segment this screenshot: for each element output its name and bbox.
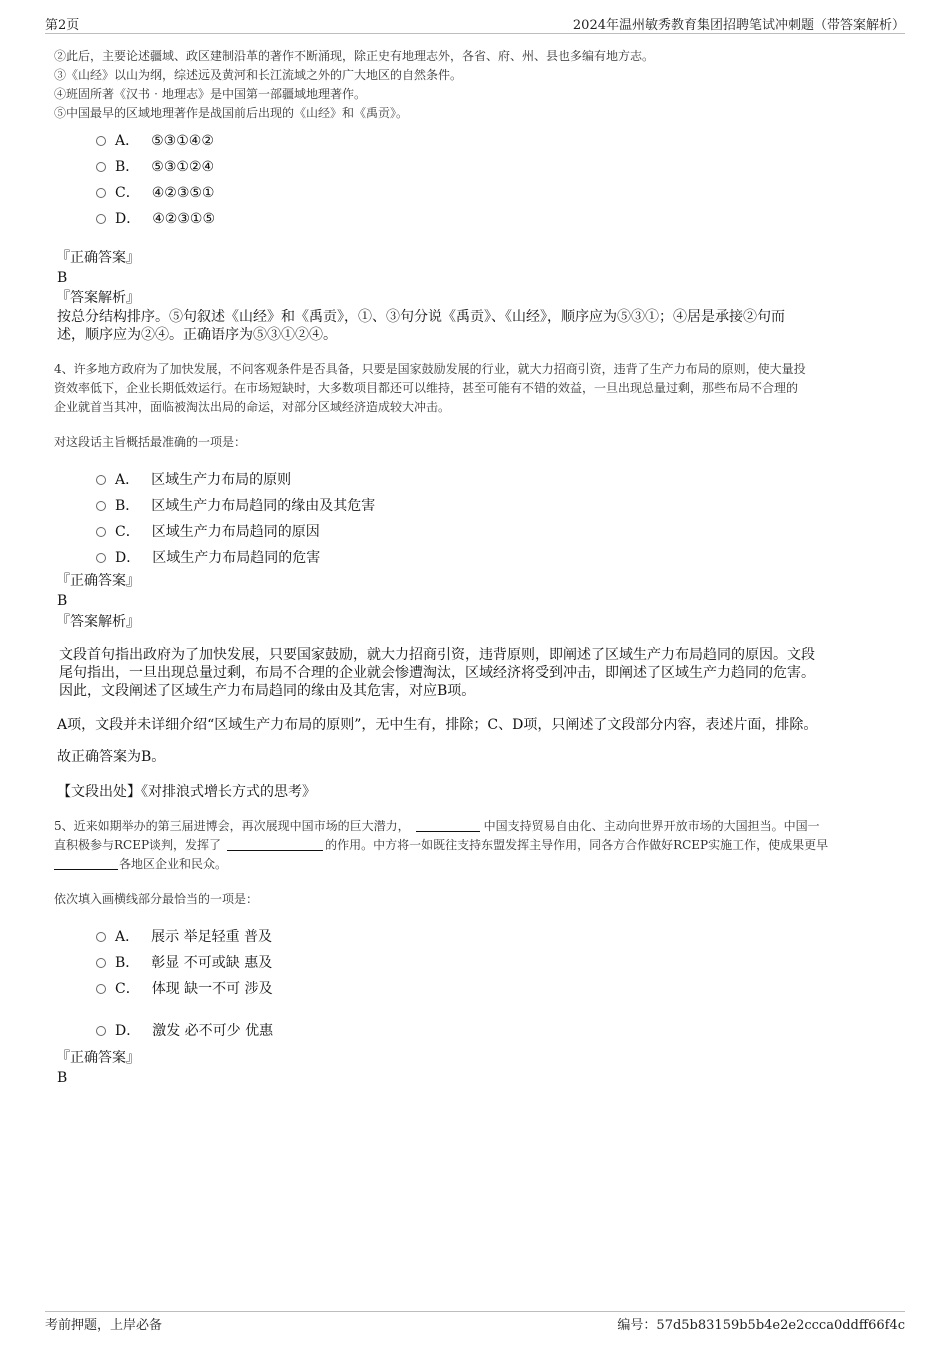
q4-analysis-label: 『答案解析』 bbox=[56, 614, 140, 630]
page-number: 第2页 bbox=[45, 18, 80, 33]
q4-answer: B bbox=[57, 593, 68, 609]
q4-analysis-paragraph-3: 故正确答案为B。 bbox=[57, 749, 166, 765]
q4-answer-label: 『正确答案』 bbox=[56, 573, 140, 589]
q5-option-b[interactable]: B． 彰显 不可或缺 惠及 bbox=[96, 952, 272, 972]
q4-source: 【文段出处】《对排浪式增长方式的思考》 bbox=[57, 784, 316, 800]
q3-option-a[interactable]: A． ⑤③①④② bbox=[96, 130, 214, 150]
q5-stem-line-2: 直积极参与RCEP谈判，发挥了 的作用。中方将一如既往支持东盟发挥主导作用，同各方合作做好RCEP实施工作，使成果更早 bbox=[54, 838, 829, 852]
q4-option-b[interactable]: B． 区域生产力布局趋同的缘由及其危害 bbox=[96, 495, 375, 515]
q5-option-c[interactable]: C． 体现 缺一不可 涉及 bbox=[96, 978, 273, 998]
q4-option-a[interactable]: A． 区域生产力布局的原则 bbox=[96, 469, 291, 489]
blank-2 bbox=[227, 838, 323, 851]
q3-answer-label: 『正确答案』 bbox=[56, 250, 140, 266]
q5-answer-label: 『正确答案』 bbox=[56, 1050, 140, 1066]
footer-rule bbox=[45, 1311, 905, 1312]
q5-option-a[interactable]: A． 展示 举足轻重 普及 bbox=[96, 926, 272, 946]
q3-option-d[interactable]: D． ④②③①⑤ bbox=[96, 208, 215, 228]
q3-stem-line: ②此后，主要论述疆域、政区建制沿革的著作不断涌现，除正史有地理志外，各省、府、州、县也多编有地方志。 bbox=[54, 49, 655, 63]
radio-icon[interactable] bbox=[96, 475, 106, 485]
header-rule bbox=[45, 33, 905, 34]
q5-stem-line-1: 5、近来如期举办的第三届进博会，再次展现中国市场的巨大潜力， 中国支持贸易自由化、主动向世界开放市场的大国担当。中国一 bbox=[54, 819, 820, 833]
q3-stem-line: ④班固所著《汉书‧地理志》是中国第一部疆域地理著作。 bbox=[54, 87, 367, 101]
q4-analysis-paragraph-2: A项，文段并未详细介绍“区域生产力布局的原则”，无中生有，排除；C、D项，只阐述了文段部分内容，表述片面，排除。 bbox=[57, 717, 818, 733]
blank-3 bbox=[54, 857, 118, 870]
radio-icon[interactable] bbox=[96, 162, 106, 172]
q3-stem-line: ③《山经》以山为纲，综述远及黄河和长江流域之外的广大地区的自然条件。 bbox=[54, 68, 463, 82]
q3-analysis: 按总分结构排序。⑤句叙述《山经》和《禹贡》，①、③句分说《禹贡》、《山经》，顺序应为⑤③①；④居是承接②句而 述，顺序应为②④。正确语序为⑤③①②④。 bbox=[57, 309, 785, 343]
q3-option-c[interactable]: C． ④②③⑤① bbox=[96, 182, 214, 202]
q4-option-d[interactable]: D． 区域生产力布局趋同的危害 bbox=[96, 547, 320, 567]
q5-prompt: 依次填入画横线部分最恰当的一项是： bbox=[54, 892, 259, 906]
document-title: 2024年温州敏秀教育集团招聘笔试冲刺题（带答案解析） bbox=[572, 18, 905, 33]
q5-stem-line-3: 各地区企业和民众。 bbox=[54, 855, 828, 874]
q4-prompt: 对这段话主旨概括最准确的一项是： bbox=[54, 435, 247, 449]
radio-icon[interactable] bbox=[96, 553, 106, 563]
q3-analysis-label: 『答案解析』 bbox=[56, 290, 140, 306]
radio-icon[interactable] bbox=[96, 136, 106, 146]
footer-doc-id: 编号：57d5b83159b5b4e2e2ccca0ddff66f4c bbox=[617, 1318, 905, 1333]
radio-icon[interactable] bbox=[96, 214, 106, 224]
q3-stem-line: ⑤中国最早的区域地理著作是战国前后出现的《山经》和《禹贡》。 bbox=[54, 106, 409, 120]
q3-answer: B bbox=[57, 270, 68, 286]
q3-stem bbox=[54, 47, 654, 123]
footer-slogan: 考前押题，上岸必备 bbox=[45, 1318, 163, 1333]
radio-icon[interactable] bbox=[96, 527, 106, 537]
q4-stem: 4、许多地方政府为了加快发展，不问客观条件是否具备，只要是国家鼓励发展的行业，就大力招商引资，违背了生产力布局的原则，使大量投 资效率低下，企业长期低效运行。在市场短缺时，大多数项目都还可以维持，甚至可能有不错的效益，一旦出现总量过剩，那些布局不合理的 企业就首当其冲，面临被淘汰出局的命运，对部分区域经济造成较大冲击。 bbox=[54, 362, 806, 414]
q5-answer: B bbox=[57, 1070, 68, 1086]
radio-icon[interactable] bbox=[96, 501, 106, 511]
q5-option-d[interactable]: D． 激发 必不可少 优惠 bbox=[96, 1020, 273, 1040]
radio-icon[interactable] bbox=[96, 958, 106, 968]
radio-icon[interactable] bbox=[96, 1026, 106, 1036]
radio-icon[interactable] bbox=[96, 984, 106, 994]
radio-icon[interactable] bbox=[96, 188, 106, 198]
q4-option-c[interactable]: C． 区域生产力布局趋同的原因 bbox=[96, 521, 320, 541]
q3-option-b[interactable]: B． ⑤③①②④ bbox=[96, 156, 214, 176]
radio-icon[interactable] bbox=[96, 932, 106, 942]
q4-analysis-paragraph-1: 文段首句指出政府为了加快发展，只要国家鼓励，就大力招商引资，违背原则，即阐述了区域生产力布局趋同的原因。文段 尾句指出，一旦出现总量过剩，布局不合理的企业就会惨遭淘汰，区域经济将受到冲击，即阐述了区域生产力趋同的危害。 因此，文段阐述了区域生产力布局趋同的缘由及其危害，对应B项。 bbox=[59, 647, 815, 699]
q5-stem bbox=[54, 817, 828, 874]
blank-1 bbox=[416, 819, 480, 832]
